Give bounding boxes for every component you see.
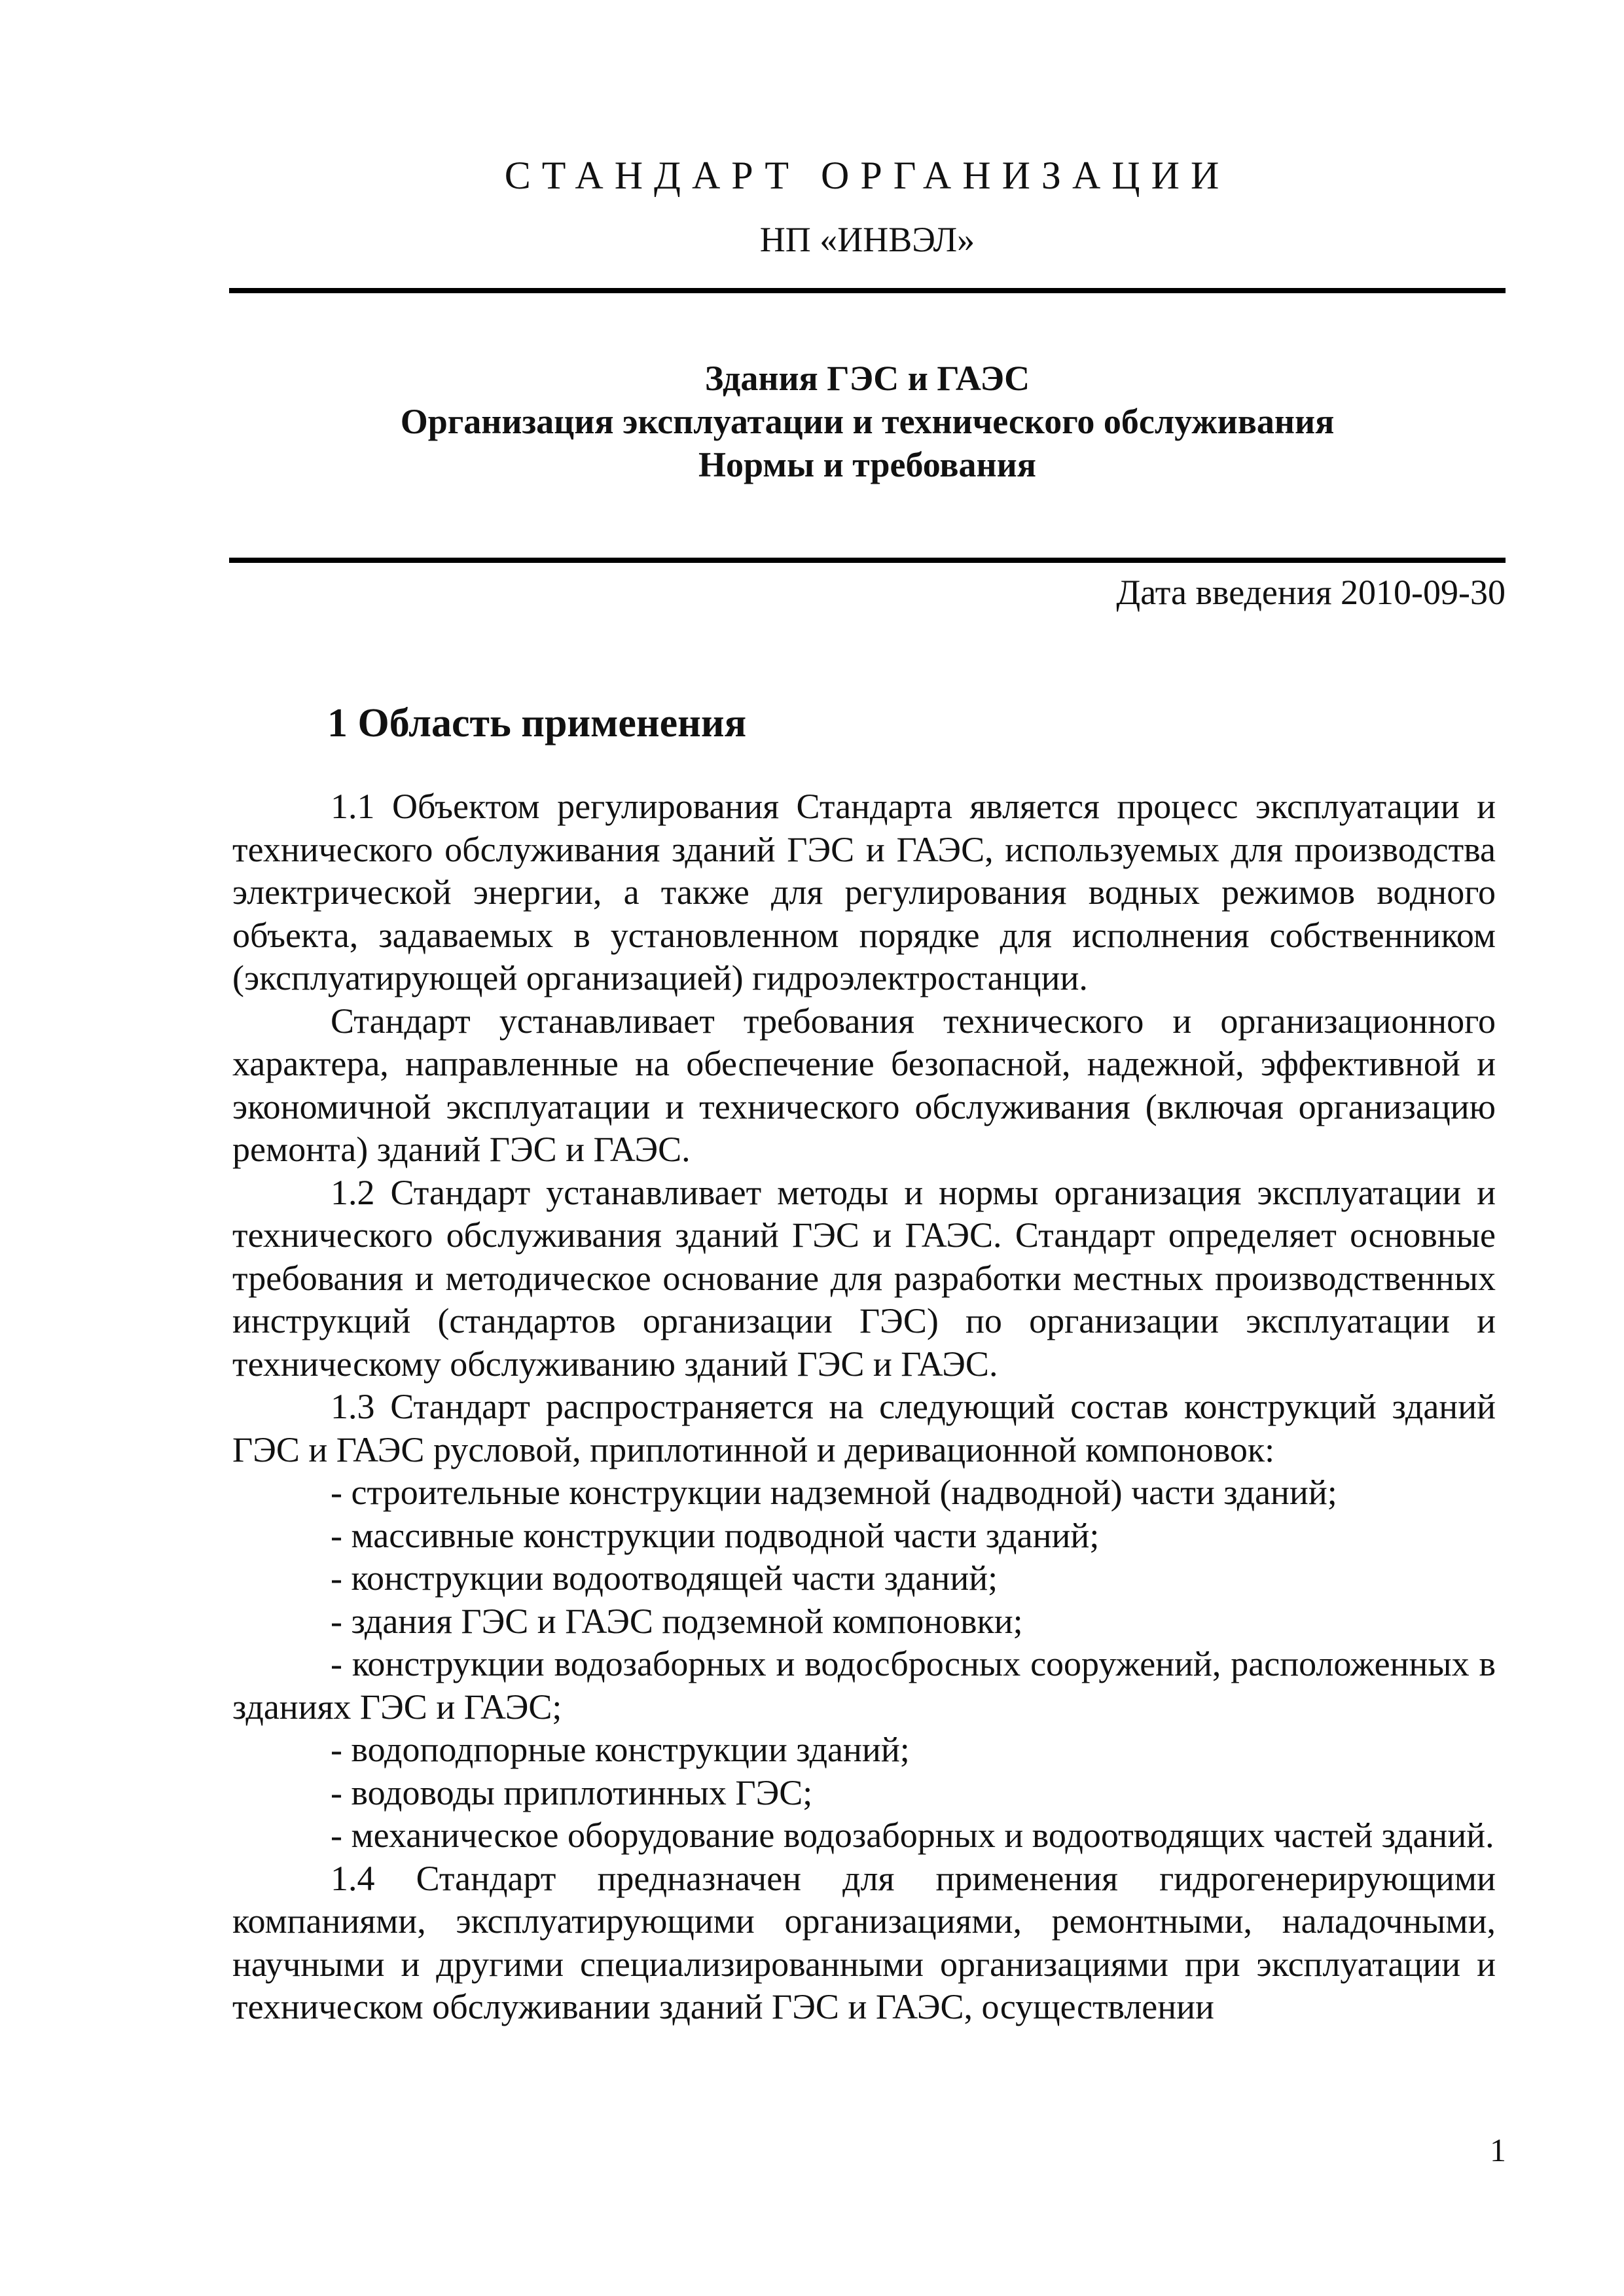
top-divider — [229, 288, 1506, 293]
document-title-line-2: Организация эксплуатации и технического обслуживания — [400, 402, 1335, 441]
section-heading: 1 Область применения — [327, 701, 747, 745]
document-title — [229, 357, 1506, 486]
list-item: - водоподпорные конструкции зданий; — [331, 1730, 910, 1769]
document-title-line-1: Здания ГЭС и ГАЭС — [704, 359, 1030, 398]
list-item: - строительные конструкции надземной (надводной) части зданий; — [331, 1473, 1337, 1512]
list-item: - водоводы приплотинных ГЭС; — [331, 1772, 813, 1812]
introduction-date: Дата введения 2010-09-30 — [1116, 573, 1506, 612]
list-item: - механическое оборудование водозаборных и водоотводящих частей зданий. — [331, 1816, 1494, 1855]
list-item: - массивные конструкции подводной части зданий; — [331, 1515, 1100, 1555]
list-item: - конструкции водоотводящей части зданий; — [331, 1558, 998, 1598]
list-item: - здания ГЭС и ГАЭС подземной компоновки; — [331, 1601, 1023, 1641]
paragraph-1-3: 1.3 Стандарт распространяется на следующий состав конструкций зданий ГЭС и ГАЭС русловой, приплотинной и деривационной компоновок: — [232, 1387, 1496, 1469]
list-item: - конструкции водозаборных и водосбросных сооружений, расположенных в зданиях ГЭС и ГАЭС; — [232, 1644, 1496, 1727]
paragraph-1-4: 1.4 Стандарт предназначен для применения гидрогенерирующими компаниями, эксплуатирующими организациями, ремонтными, наладочными, научными и другими специализированными организациями при эксплуатации и техническом обслуживании зданий ГЭС и ГАЭС, осуществлении — [232, 1858, 1496, 2026]
section-body — [232, 785, 1496, 2029]
organization-standard-title: СТАНДАРТ ОРГАНИЗАЦИИ — [504, 154, 1231, 197]
paragraph-1-2: 1.2 Стандарт устанавливает методы и нормы организация эксплуатации и технического обслуживания зданий ГЭС и ГАЭС. Стандарт определяет основные требования и методическое основание для разработки местных производственных инструкций (стандартов организации ГЭС) по организации эксплуатации и техническому обслуживанию зданий ГЭС и ГАЭС. — [232, 1172, 1496, 1384]
page-number: 1 — [1490, 2132, 1506, 2168]
paragraph-1-1: 1.1 Объектом регулирования Стандарта является процесс эксплуатации и технического обслуживания зданий ГЭС и ГАЭС, используемых для производства электрической энергии, а также для регулирования водных режимов водного объекта, задаваемых в установленном порядке для исполнения собственником (эксплуатирующей организацией) гидроэлектростанции. — [232, 787, 1496, 997]
organization-name: НП «ИНВЭЛ» — [759, 220, 975, 259]
paragraph-1-1-continued: Стандарт устанавливает требования технического и организационного характера, направленные на обеспечение безопасной, надежной, эффективной и экономичной эксплуатации и технического обслуживания (включая организацию ремонта) зданий ГЭС и ГАЭС. — [232, 1001, 1496, 1169]
bottom-divider — [229, 558, 1506, 563]
document-title-line-3: Нормы и требования — [698, 445, 1036, 484]
